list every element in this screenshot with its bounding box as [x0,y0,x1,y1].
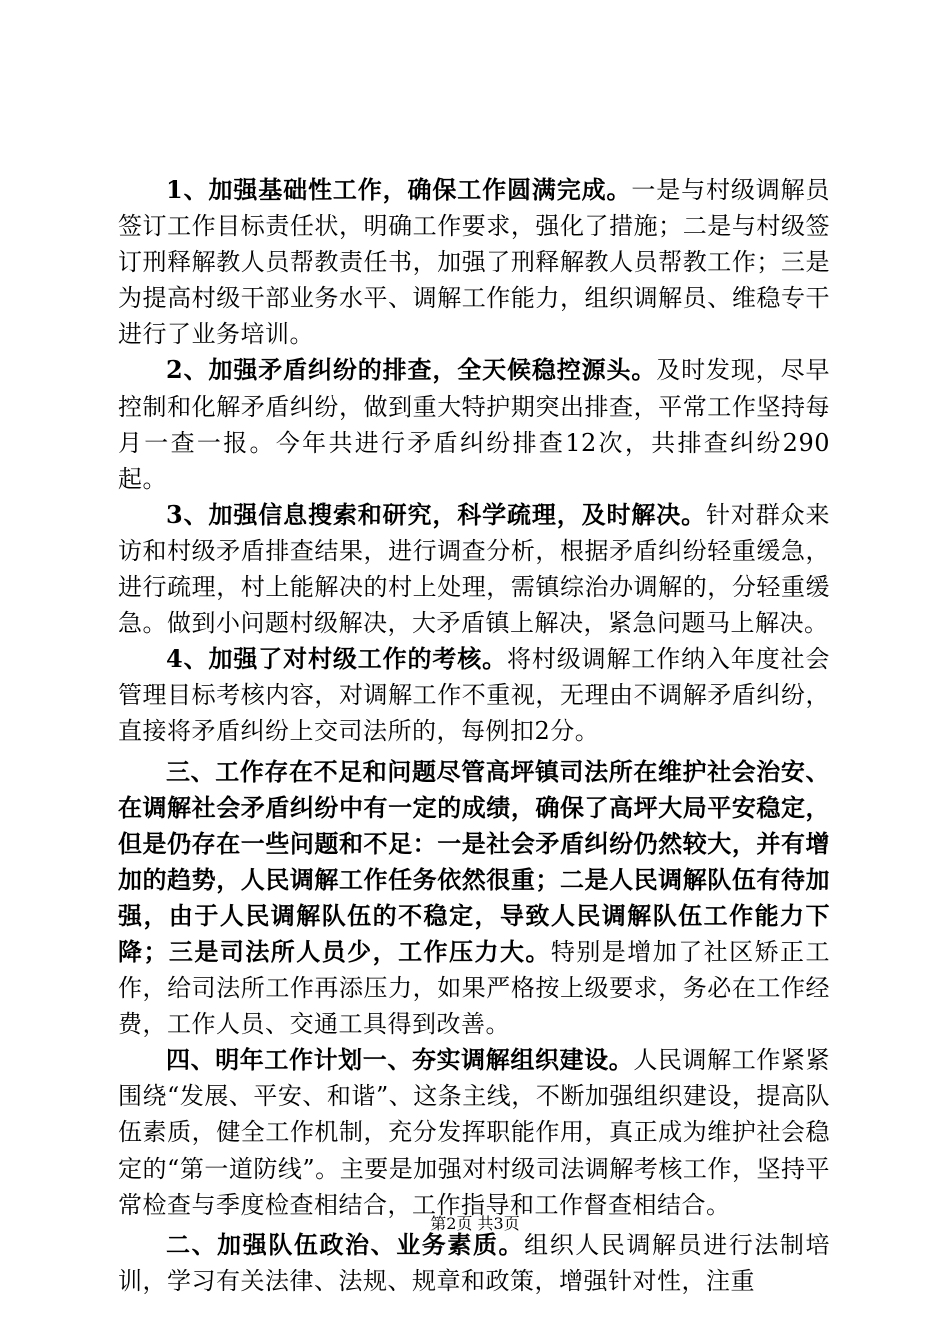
paragraph-heading: 二、加强队伍政治、业务素质。 [166,1229,525,1259]
paragraph-5 [118,754,830,1043]
paragraph-4 [118,641,830,749]
page-footer [0,1214,950,1234]
paragraph-heading: 2、加强矛盾纠纷的排查，全天候稳控源头。 [166,355,657,385]
paragraph-text: 一是与村级调解员签订工作目标责任状，明确工作要求，强化了措施；二是与村级签订刑释解教人员帮教责任书，加强了刑释解教人员帮教工作；三是为提高村级干部业务水平、调解工作能力，组织调解员、维稳专干进行了业务培训。 [118,176,830,349]
paragraph-text: 人民调解工作紧紧围绕“发展、平安、和谐”、这条主线，不断加强组织建设，提高队伍素质，健全工作机制，充分发挥职能作用，真正成为维护社会稳定的“第一道防线”。主要是加强对村级司法调解考核工作，坚持平常检查与季度检查相结合，工作指导和工作督查相结合。 [118,1046,831,1219]
paragraph-3 [118,497,830,641]
paragraph-7 [118,1227,830,1299]
paragraph-heading: 1、加强基础性工作，确保工作圆满完成。 [166,175,632,204]
paragraph-heading: 4、加强了对村级工作的考核。 [166,644,507,674]
paragraph-heading: 四、明年工作计划一、夯实调解组织建设。 [166,1045,634,1075]
paragraph-heading: 三、工作存在不足和问题尽管高坪镇司法所在维护社会治安、在调解社会矛盾纠纷中有一定的成绩，确保了高坪大局平安稳定，但是仍存在一些问题和不足：一是社会矛盾纠纷仍然较大，并有增加的趋势，人民调解工作任务依然很重；二是人民调解队伍有待加强，由于人民调解队伍的不稳定，导致人民调解队伍工作能力下降；三是司法所人员少，工作压力大。 [118,756,830,966]
paragraph-text: 组织人民调解员进行法制培训，学习有关法律、法规、规章和政策，增强针对性，注重 [118,1230,831,1295]
paragraph-6 [118,1042,830,1222]
paragraph-text: 针对群众来访和村级矛盾排查结果，进行调查分析，根据矛盾纠纷轻重缓急，进行疏理，村上能解决的村上处理，需镇综治办调解的，分轻重缓急。做到小问题村级解决，大矛盾镇上解决，紧急问题马上解决。 [118,500,831,638]
paragraph-text: 及时发现，尽早控制和化解矛盾纠纷，做到重大特护期突出排查，平常工作坚持每月一查一报。今年共进行矛盾纠纷排查12次，共排查纠纷290起。 [118,356,830,493]
page-number-label: 第2页 共3页 [430,1214,520,1233]
document-body [118,172,830,1299]
paragraph-text: 将村级调解工作纳入年度社会管理目标考核内容，对调解工作不重视，无理由不调解矛盾纠纷，直接将矛盾纠纷上交司法所的，每例扣2分。 [118,645,831,746]
paragraph-text: 特别是增加了社区矫正工作，给司法所工作再添压力，如果严格按上级要求，务必在工作经费，工作人员、交通工具得到改善。 [118,937,831,1039]
paragraph-1 [118,172,830,352]
paragraph-2 [118,352,830,496]
paragraph-heading: 3、加强信息搜索和研究，科学疏理，及时解决。 [166,499,706,529]
